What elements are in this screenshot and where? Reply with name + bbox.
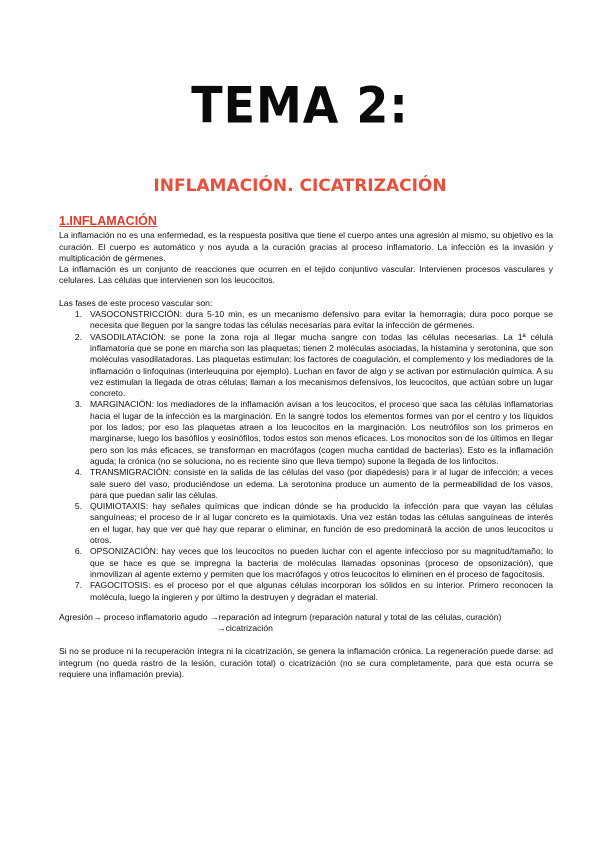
list-item xyxy=(59,399,553,467)
document-body xyxy=(59,216,553,680)
list-text: VASODILATACIÓN: se pone la zona roja al llegar mucha sangre con todas las células necesarias. La 1ª célula inflamatoria que se pone en marcha son las plaquetas; tienen 2 moléculas asociadas, la histamina y serotonina, que son moléculas vasodilatadoras. Las plaquetas estimulan: los factores de coagulación, el complemento y los mediadores de la inflamación o linfoquinas (interleuquina por ejemplo). Luchan en favor de algo y se activan por estimulación química. A su vez estimulan la llegada de otras células; llaman a los mecanismos defensivos, los leucocitos, que actúan sobre un lugar concreto. xyxy=(90,331,553,399)
list-number: 1. xyxy=(74,309,82,320)
document-subtitle: INFLAMACIÓN. CICATRIZACIÓN xyxy=(153,176,447,196)
list-number: 7. xyxy=(74,580,82,591)
intro-paragraph-1: La inflamación no es una enfermedad, es la respuesta positiva que tiene el cuerpo antes una agresión al mismo, su objetivo es la curación. El cuerpo es automático y nos ayuda a la curación gracias al proceso inflamatorio. La infección es la invasión y multiplicación de gérmenes. xyxy=(59,230,553,263)
list-item xyxy=(59,467,553,501)
list-number: 2. xyxy=(74,331,82,342)
list-text: TRANSMIGRACIÓN: consiste en la salida de las células del vaso (por diapédesis) para ir al lugar de infección; a veces sale suero del vaso, produciéndose un edema. La serotonina produce un aumento de la permeabilidad de los vasos, para que puedan salir las células. xyxy=(90,467,553,500)
intro-paragraph-2: La inflamación es un conjunto de reacciones que ocurren en el tejido conjuntivo vascular. Intervienen procesos vasculares y celulares. Las células que intervienen son los leucocitos. xyxy=(59,264,553,286)
list-text: FAGOCITOSIS: es el proceso por el que algunas células incorporan los sólidos en su interior. Primero reconocen la molécula, luego la ingieren y por último la destruyen y degradan el material. xyxy=(90,580,553,602)
phases-intro: Las fases de este proceso vascular son: xyxy=(59,297,213,308)
aggression-line-2: →cicatrización xyxy=(217,623,273,634)
list-item xyxy=(59,332,553,400)
list-number: 5. xyxy=(74,501,82,512)
list-number: 6. xyxy=(74,546,82,557)
list-item xyxy=(59,580,553,603)
list-number: 3. xyxy=(74,399,82,410)
list-text: VASOCONSTRICCIÓN: dura 5-10 min, es un mecanismo defensivo para evitar la hemorragia; dura poco porque se necesita que lleguen por la sangre todas las células necesarias para evitar la infección de gérmenes. xyxy=(90,309,553,331)
aggression-line-1: Agresión→ proceso inflamatorio agudo →reparación ad integrum (reparación natural y total de las células, curación) xyxy=(59,611,502,622)
document-title: TEMA 2: xyxy=(191,75,409,135)
list-text: MARGINACIÓN: los mediadores de la inflamación avisan a los leucocitos, el proceso que saca las células inflamatorias hacia el lugar de la infección es la marginación. En la sangre todos los elementos formes van por el centro y los líquidos por los lados; por eso las plaquetas atraen a los leucocitos en la marginación. Los neutrófilos son los primeros en marginarse, luego los basófilos y eosinófilos, todos estos son menos eficaces. Los monocitos son de los últimos en llegar pero son los más eficaces, se transforman en macrófagos (cogen mucha cantidad de bacterias). Esto es la inflamación aguda; la crónica (no se soluciona, no es reciente sino que lleva tiempo) supone la llegada de los linfocitos. xyxy=(90,399,553,466)
list-text: OPSONIZACIÓN: hay veces que los leucocitos no pueden luchar con el agente infeccioso por su magnitud/tamaño; lo que se hace es que se impregna la bacteria de moléculas llamadas opsoninas (proceso de opsonización), que inmovilizan al agente externo y permiten que los macrófagos y otros leucocitos lo eliminen en el proceso de fagocitosis. xyxy=(90,546,553,579)
list-number: 4. xyxy=(74,467,82,478)
list-text: QUIMIOTAXIS: hay señales químicas que indican dónde se ha producido la infección para que vayan las células sanguíneas; el proceso de ir al lugar concreto es la quimiotaxis. Una vez están todas las células sanguíneas de interés en el lugar, hay que ver qué hay que reparar o eliminar, en función de eso predominará la acción de unos leucocitos u otros. xyxy=(90,501,553,546)
aggression-block xyxy=(59,612,553,635)
phases-list xyxy=(59,309,553,603)
list-item xyxy=(59,501,553,546)
section-heading: 1.INFLAMACIÓN xyxy=(59,214,157,228)
final-paragraph: Si no se produce ni la recuperación íntegra ni la cicatrización, se genera la inflamación crónica. La regeneración puede darse: ad integrum (no queda rastro de la lesión, curación total) o cicatrización (no se cura completamente, para que esta ocurra se requiere una inflamación previa). xyxy=(59,646,553,679)
list-item xyxy=(59,546,553,580)
list-item xyxy=(59,309,553,332)
